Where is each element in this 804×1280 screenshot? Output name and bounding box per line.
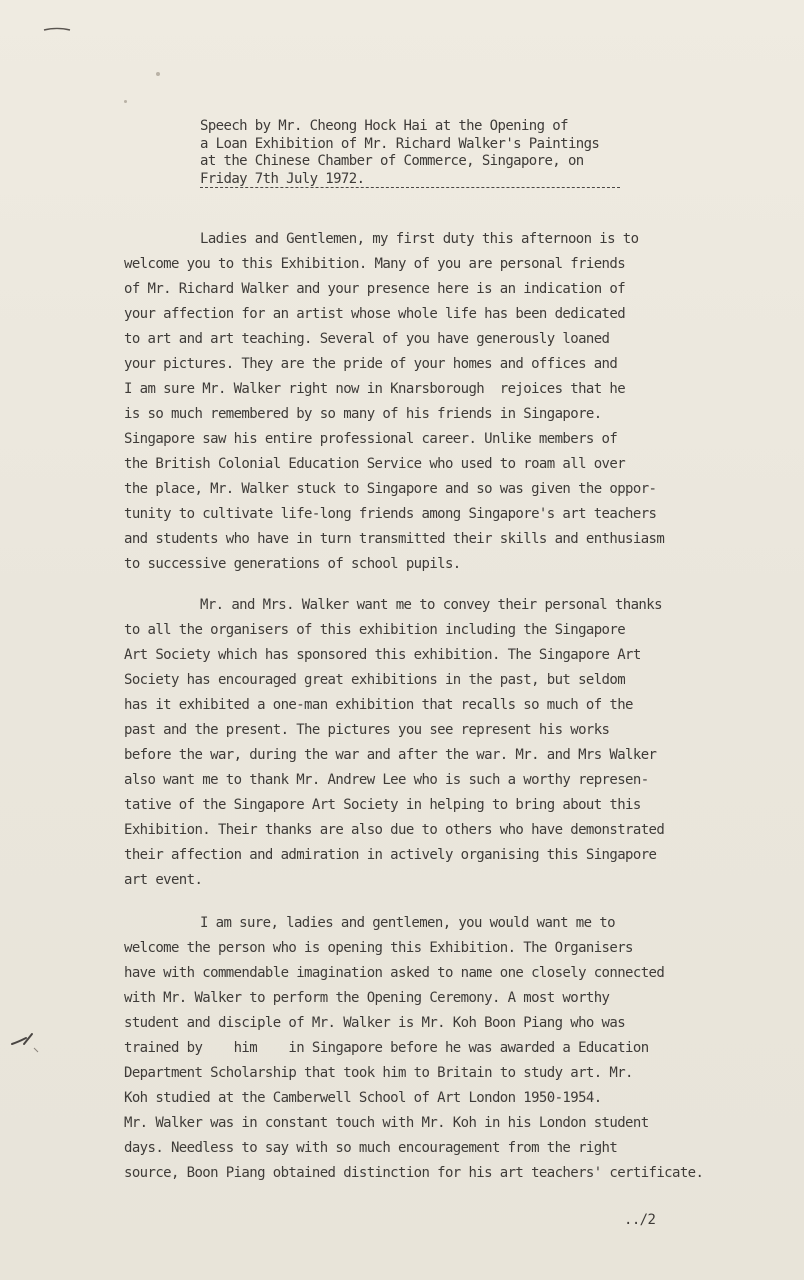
text-line: Ladies and Gentlemen, my first duty this afternoon is to [200, 231, 639, 247]
text-line: is so much remembered by so many of his friends in Singapore. [124, 406, 602, 422]
text-line: to all the organisers of this exhibition including the Singapore [124, 622, 626, 638]
heading-line: at the Chinese Chamber of Commerce, Singapore, on [200, 153, 584, 169]
paragraph-opener [124, 911, 724, 1186]
text-line: has it exhibited a one-man exhibition that recalls so much of the [124, 697, 633, 713]
text-line: your affection for an artist whose whole life has been dedicated [124, 306, 626, 322]
paragraph-welcome [124, 227, 724, 577]
text-line: Society has encouraged great exhibitions in the past, but seldom [124, 672, 626, 688]
text-line: I am sure, ladies and gentlemen, you would want me to [200, 915, 615, 931]
paragraph-thanks [124, 593, 724, 893]
text-line: your pictures. They are the pride of your homes and offices and [124, 356, 618, 372]
text-line: also want me to thank Mr. Andrew Lee who is such a worthy represen- [124, 772, 649, 788]
text-line: days. Needless to say with so much encouragement from the right [124, 1140, 618, 1156]
text-line: with Mr. Walker to perform the Opening Ceremony. A most worthy [124, 990, 610, 1006]
text-line: art event. [124, 872, 203, 888]
text-line: their affection and admiration in actively organising this Singapore [124, 847, 657, 863]
text-line: Art Society which has sponsored this exhibition. The Singapore Art [124, 647, 641, 663]
text-line: the British Colonial Education Service who used to roam all over [124, 456, 626, 472]
text-line: Mr. Walker was in constant touch with Mr. Koh in his London student [124, 1115, 649, 1131]
text-line: Department Scholarship that took him to Britain to study art. Mr. [124, 1065, 633, 1081]
text-line: tative of the Singapore Art Society in helping to bring about this [124, 797, 641, 813]
speech-heading [200, 118, 640, 188]
text-line: trained by him in Singapore before he was awarded a Education [124, 1040, 649, 1056]
text-line: have with commendable imagination asked to name one closely connected [124, 965, 665, 981]
text-line: welcome you to this Exhibition. Many of you are personal friends [124, 256, 626, 272]
text-line: and students who have in turn transmitted their skills and enthusiasm [124, 531, 665, 547]
text-line: Singapore saw his entire professional career. Unlike members of [124, 431, 618, 447]
text-line: welcome the person who is opening this Exhibition. The Organisers [124, 940, 633, 956]
paper-speck [156, 72, 160, 76]
text-line: the place, Mr. Walker stuck to Singapore and so was given the oppor- [124, 481, 657, 497]
text-line: I am sure Mr. Walker right now in Knarsborough rejoices that he [124, 381, 626, 397]
text-line: student and disciple of Mr. Walker is Mr. Koh Boon Piang who was [124, 1015, 626, 1031]
corner-pen-mark [42, 26, 72, 32]
text-line: before the war, during the war and after the war. Mr. and Mrs Walker [124, 747, 657, 763]
text-line: Exhibition. Their thanks are also due to others who have demonstrated [124, 822, 665, 838]
page-number: ../2 [624, 1212, 656, 1228]
text-line: to successive generations of school pupils. [124, 556, 461, 572]
text-line: past and the present. The pictures you see represent his works [124, 722, 610, 738]
paper-speck [124, 100, 127, 103]
text-line: source, Boon Piang obtained distinction for his art teachers' certificate. [124, 1165, 704, 1181]
text-line: to art and art teaching. Several of you have generously loaned [124, 331, 610, 347]
text-line: tunity to cultivate life-long friends among Singapore's art teachers [124, 506, 657, 522]
heading-line: Speech by Mr. Cheong Hock Hai at the Opening of [200, 118, 568, 134]
text-line: of Mr. Richard Walker and your presence here is an indication of [124, 281, 626, 297]
text-line: Koh studied at the Camberwell School of Art London 1950-1954. [124, 1090, 602, 1106]
text-line: Mr. and Mrs. Walker want me to convey their personal thanks [200, 597, 662, 613]
heading-line: a Loan Exhibition of Mr. Richard Walker's Paintings [200, 135, 600, 152]
heading-date-line: Friday 7th July 1972. [200, 171, 620, 188]
margin-pen-mark [8, 1030, 42, 1054]
